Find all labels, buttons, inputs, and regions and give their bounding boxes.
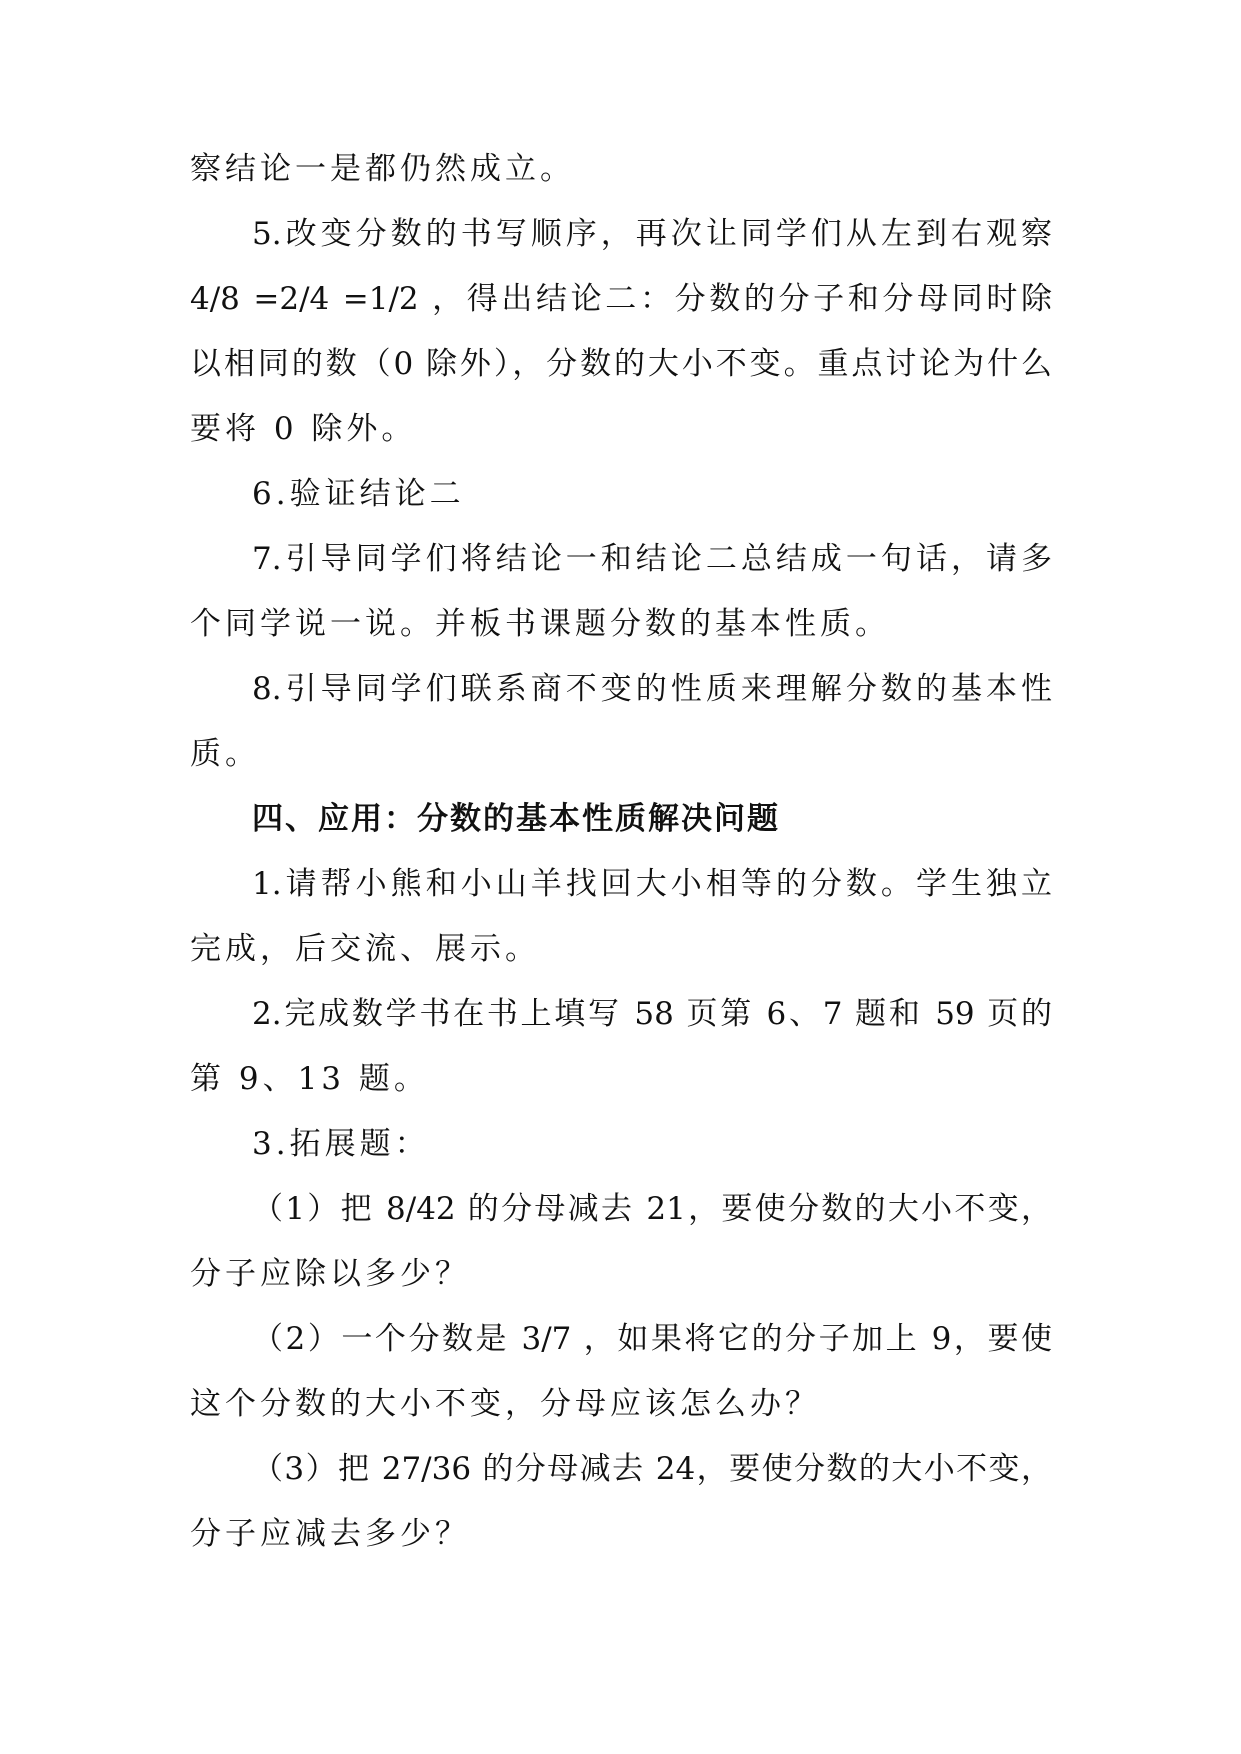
paragraph-line: 第 9、13 题。: [190, 1061, 429, 1097]
paragraph-line: 2.完成数学书在书上填写 58 页第 6、7 题和 59 页的: [252, 996, 1052, 1032]
paragraph-line: 7.引导同学们将结论一和结论二总结成一句话，请多: [252, 541, 1052, 577]
paragraph-line: 质。: [190, 736, 260, 772]
paragraph-line: 完成，后交流、展示。: [190, 931, 540, 967]
paragraph-line: 6.验证结论二: [252, 476, 465, 512]
paragraph-line: 5.改变分数的书写顺序，再次让同学们从左到右观察: [252, 216, 1052, 252]
paragraph-line: 察结论一是都仍然成立。: [190, 151, 575, 187]
paragraph-line: （3）把 27/36 的分母减去 24，要使分数的大小不变，: [252, 1451, 1052, 1487]
section-heading: 四、应用：分数的基本性质解决问题: [252, 801, 780, 837]
paragraph-line: 以相同的数（0 除外），分数的大小不变。重点讨论为什么: [190, 346, 1052, 382]
paragraph-line: 3.拓展题：: [252, 1126, 430, 1162]
paragraph-line: （2）一个分数是 3/7 ，如果将它的分子加上 9，要使: [252, 1321, 1052, 1357]
paragraph-line: 1.请帮小熊和小山羊找回大小相等的分数。学生独立: [252, 866, 1052, 902]
paragraph-line: 4/8 =2/4 =1/2 ，得出结论二：分数的分子和分母同时除: [190, 281, 1052, 317]
paragraph-line: 这个分数的大小不变，分母应该怎么办？: [190, 1386, 820, 1422]
paragraph-line: 要将 0 除外。: [190, 411, 417, 447]
paragraph-line: 分子应除以多少？: [190, 1256, 470, 1292]
paragraph-line: 分子应减去多少？: [190, 1516, 470, 1552]
paragraph-line: 个同学说一说。并板书课题分数的基本性质。: [190, 606, 890, 642]
paragraph-line: （1）把 8/42 的分母减去 21，要使分数的大小不变，: [252, 1191, 1052, 1227]
paragraph-line: 8.引导同学们联系商不变的性质来理解分数的基本性: [252, 671, 1052, 707]
